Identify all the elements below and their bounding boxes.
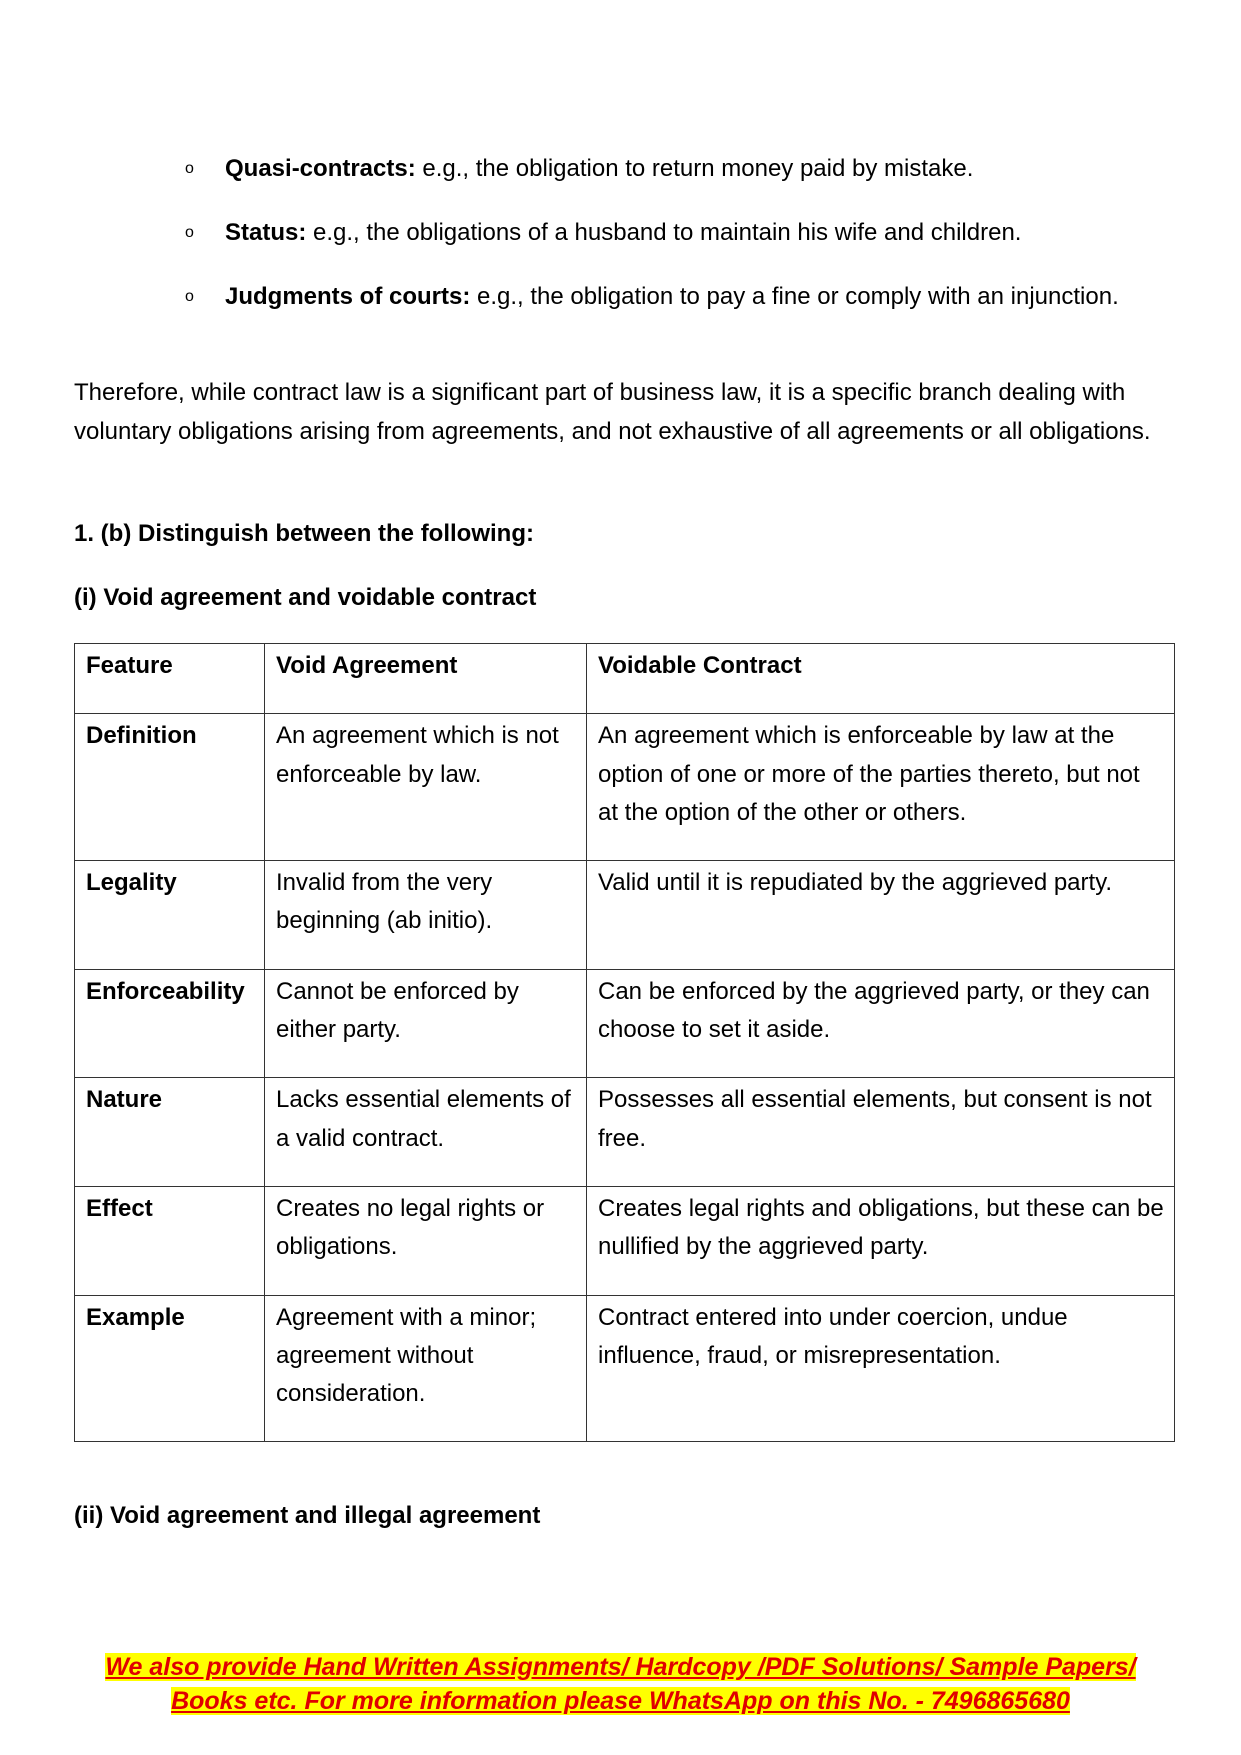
table-cell-voidable: An agreement which is enforceable by law at the option of one or more of the parties thereto, but not at the option of the other or others. [587, 714, 1175, 861]
bullet-text: e.g., the obligations of a husband to maintain his wife and children. [306, 219, 1022, 246]
bullet-text: e.g., the obligation to pay a fine or comply with an injunction. [470, 283, 1119, 310]
comparison-table [74, 643, 1175, 1442]
question-heading: 1. (b) Distinguish between the following: [74, 520, 534, 547]
table-cell-feature: Enforceability [75, 969, 265, 1078]
table-cell-feature: Nature [75, 1078, 265, 1187]
table-row [75, 1078, 1175, 1187]
table-header-row [75, 644, 1175, 714]
table-cell-void: Lacks essential elements of a valid contract. [265, 1078, 587, 1187]
bullet-term: Quasi-contracts: [225, 155, 416, 182]
promo-line-2: Books etc. For more information please WhatsApp on this No. - 7496865680 [171, 1687, 1070, 1715]
table-cell-feature: Legality [75, 861, 265, 970]
table-cell-void: An agreement which is not enforceable by law. [265, 714, 587, 861]
list-item [185, 150, 1145, 188]
list-item [185, 278, 1145, 316]
bullet-marker-icon: o [185, 288, 194, 305]
table-cell-voidable: Possesses all essential elements, but consent is not free. [587, 1078, 1175, 1187]
table-header-cell: Voidable Contract [587, 644, 1175, 714]
bullet-list [185, 150, 1145, 342]
table-row [75, 969, 1175, 1078]
subheading-void-voidable: (i) Void agreement and voidable contract [74, 584, 537, 611]
table-row [75, 861, 1175, 970]
bullet-term: Judgments of courts: [225, 283, 471, 310]
bullet-marker-icon: o [185, 160, 194, 177]
bullet-term: Status: [225, 219, 307, 246]
table-cell-void: Creates no legal rights or obligations. [265, 1186, 587, 1295]
promo-footer [0, 1650, 1241, 1718]
table-cell-feature: Definition [75, 714, 265, 861]
table-header-cell: Feature [75, 644, 265, 714]
table-cell-voidable: Contract entered into under coercion, undue influence, fraud, or misrepresentation. [587, 1295, 1175, 1442]
table-cell-feature: Example [75, 1295, 265, 1442]
table-cell-void: Agreement with a minor; agreement without consideration. [265, 1295, 587, 1442]
table-header-cell: Void Agreement [265, 644, 587, 714]
subheading-void-illegal: (ii) Void agreement and illegal agreement [74, 1502, 541, 1529]
bullet-text: e.g., the obligation to return money paid by mistake. [415, 155, 974, 182]
table-row [75, 1295, 1175, 1442]
bullet-marker-icon: o [185, 224, 194, 241]
table-cell-voidable: Valid until it is repudiated by the aggrieved party. [587, 861, 1175, 970]
table-cell-feature: Effect [75, 1186, 265, 1295]
list-item [185, 214, 1145, 252]
table-cell-voidable: Creates legal rights and obligations, but these can be nullified by the aggrieved party. [587, 1186, 1175, 1295]
table-cell-void: Cannot be enforced by either party. [265, 969, 587, 1078]
promo-line-1: We also provide Hand Written Assignments/ Hardcopy /PDF Solutions/ Sample Papers/ [105, 1653, 1136, 1681]
table-row [75, 1186, 1175, 1295]
table-cell-voidable: Can be enforced by the aggrieved party, or they can choose to set it aside. [587, 969, 1175, 1078]
conclusion-paragraph: Therefore, while contract law is a significant part of business law, it is a specific branch dealing with voluntary obligations arising from agreements, and not exhaustive of all agreements or all obligations. [74, 379, 1151, 445]
table-row [75, 714, 1175, 861]
table-cell-void: Invalid from the very beginning (ab initio). [265, 861, 587, 970]
